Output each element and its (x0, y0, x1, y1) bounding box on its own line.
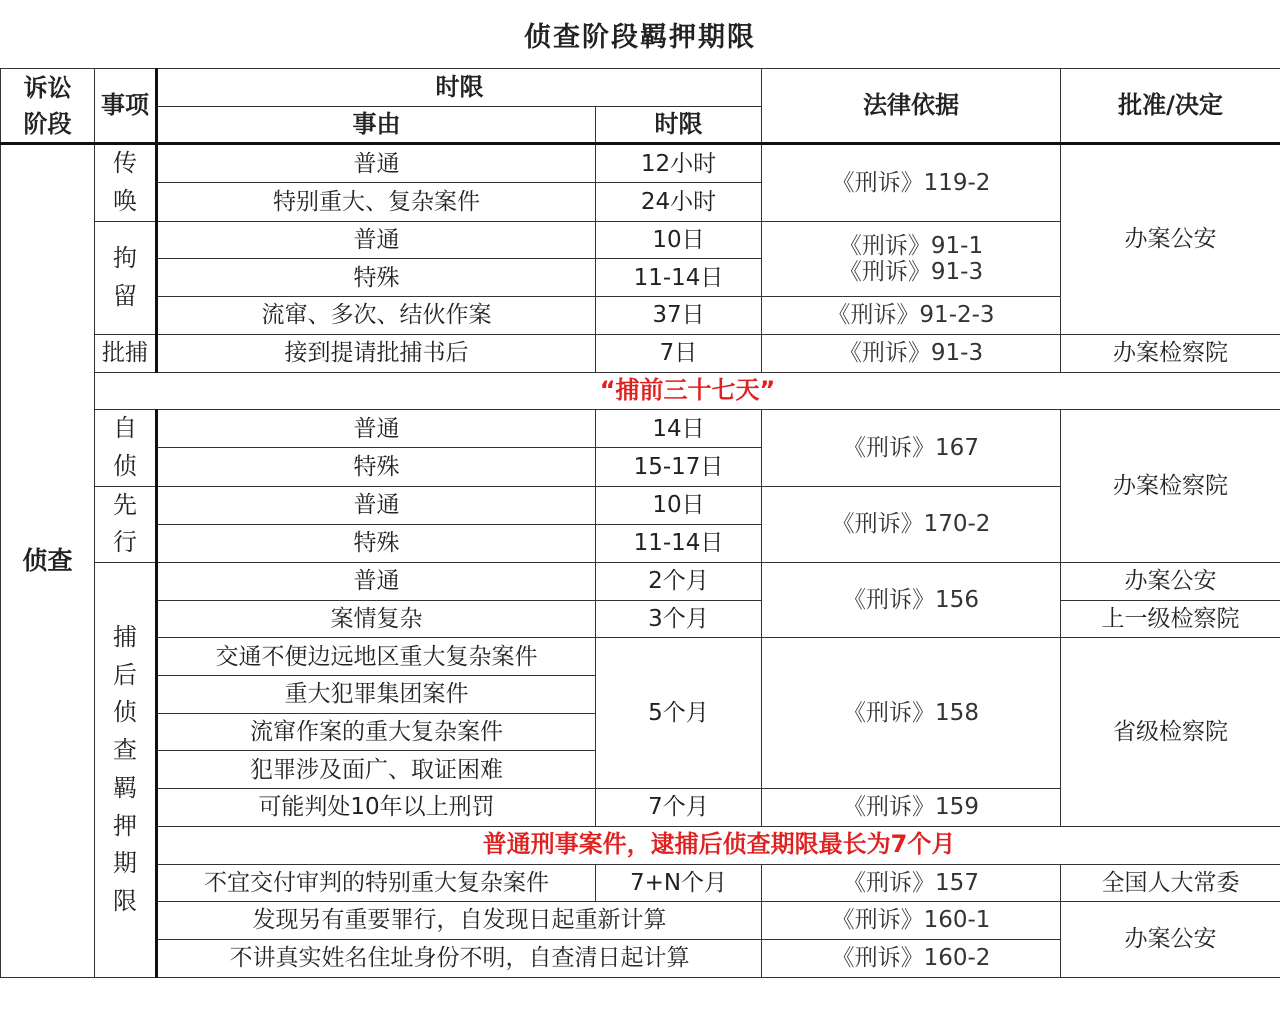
group-summon-c1: 传 (113, 149, 137, 178)
law-cell: 《刑诉》91-3 (762, 334, 1061, 372)
reason-cell: 不宜交付审判的特别重大复杂案件 (157, 864, 596, 902)
law-cell: 《刑诉》170-2 (762, 486, 1061, 562)
max-limit-note: 普通刑事案件，逮捕后侦查期限最长为7个月 (157, 826, 1280, 864)
reason-cell: 普通 (157, 410, 596, 448)
table-row (1, 563, 1280, 601)
reason-cell: 特殊 (157, 259, 596, 297)
reason-cell: 普通 (157, 221, 596, 259)
law-cell: 《刑诉》160-2 (762, 939, 1061, 977)
header-row-1 (1, 69, 1280, 107)
law-cell: 《刑诉》119-2 (762, 144, 1061, 221)
group-first-c2: 行 (113, 528, 137, 557)
group-detain (95, 221, 157, 334)
group-after-c6: 押 (113, 811, 137, 840)
reason-cell: 犯罪涉及面广、取证困难 (157, 751, 596, 789)
group-after-arrest (95, 563, 157, 978)
approver-cell: 办案公安 (1061, 902, 1280, 977)
reason-cell: 特殊 (157, 524, 596, 562)
header-approve: 批准/决定 (1061, 69, 1280, 144)
limit-cell: 14日 (596, 410, 762, 448)
reason-cell: 不讲真实姓名住址身份不明，自查清日起计算 (157, 939, 762, 977)
limit-cell: 12小时 (596, 144, 762, 183)
header-reason: 事由 (157, 106, 596, 144)
note-row (1, 826, 1280, 864)
table-row (1, 864, 1280, 902)
table-row (1, 410, 1280, 448)
reason-cell: 重大犯罪集团案件 (157, 676, 596, 714)
group-after-c1: 捕 (113, 623, 137, 651)
approver-cell: 省级检察院 (1061, 638, 1280, 826)
group-after-c7: 期 (113, 849, 137, 878)
reason-cell: 特别重大、复杂案件 (157, 183, 596, 222)
table-row (1, 902, 1280, 940)
reason-cell: 普通 (157, 563, 596, 601)
header-stage-l1: 诉讼 (23, 73, 72, 102)
group-self-invest (95, 410, 157, 486)
approver-cell: 办案公安 (1061, 563, 1280, 601)
header-stage (1, 69, 95, 144)
law-cell: 《刑诉》157 (762, 864, 1061, 902)
limit-cell: 3个月 (596, 600, 762, 638)
pre-arrest-note: “捕前三十七天” (95, 372, 1280, 410)
page-title: 侦查阶段羁押期限 (524, 21, 756, 53)
limit-cell: 37日 (596, 297, 762, 335)
reason-cell: 特殊 (157, 448, 596, 486)
table-row (1, 144, 1280, 183)
limit-cell: 15-17日 (596, 448, 762, 486)
law-cell (762, 221, 1061, 296)
group-detain-c1: 拘 (113, 244, 137, 273)
header-limit-group: 时限 (157, 69, 762, 107)
group-summon (95, 144, 157, 221)
limit-cell: 7个月 (596, 789, 762, 827)
law-cell: 《刑诉》91-2-3 (762, 297, 1061, 335)
reason-cell: 可能判处10年以上刑罚 (157, 789, 596, 827)
group-self-c2: 侦 (113, 451, 137, 480)
law-cell: 《刑诉》160-1 (762, 902, 1061, 940)
approver-cell: 办案检察院 (1061, 410, 1280, 563)
limit-cell: 5个月 (596, 638, 762, 789)
law-cell: 《刑诉》158 (762, 638, 1061, 789)
law-cell: 《刑诉》156 (762, 563, 1061, 638)
approver-cell: 办案检察院 (1061, 334, 1280, 372)
reason-cell: 流窜作案的重大复杂案件 (157, 713, 596, 751)
header-stage-l2: 阶段 (23, 109, 72, 138)
limit-cell: 11-14日 (596, 259, 762, 297)
approver-cell: 全国人大常委 (1061, 864, 1280, 902)
reason-cell: 普通 (157, 144, 596, 183)
limit-cell: 2个月 (596, 563, 762, 601)
limit-cell: 24小时 (596, 183, 762, 222)
table-row (1, 334, 1280, 372)
approver-cell: 办案公安 (1061, 144, 1280, 334)
limit-cell: 11-14日 (596, 524, 762, 562)
reason-cell: 普通 (157, 486, 596, 524)
group-after-c5: 羁 (113, 773, 137, 802)
group-arrest-approve: 批捕 (95, 334, 157, 372)
limit-cell: 7日 (596, 334, 762, 372)
approver-cell: 上一级检察院 (1061, 600, 1280, 638)
group-first-c1: 先 (113, 490, 137, 519)
limit-cell: 10日 (596, 486, 762, 524)
group-after-c4: 查 (113, 736, 137, 765)
stage-cell: 侦查 (1, 144, 95, 977)
reason-cell: 接到提请批捕书后 (157, 334, 596, 372)
limit-cell: 10日 (596, 221, 762, 259)
reason-cell: 发现另有重要罪行，自发现日起重新计算 (157, 902, 762, 940)
reason-cell: 案情复杂 (157, 600, 596, 638)
group-first (95, 486, 157, 562)
group-after-c2: 后 (113, 660, 137, 689)
reason-cell: 交通不便边远地区重大复杂案件 (157, 638, 596, 676)
law-cell: 《刑诉》159 (762, 789, 1061, 827)
group-summon-c2: 唤 (113, 187, 137, 216)
header-limit: 时限 (596, 106, 762, 144)
header-law: 法律依据 (762, 69, 1061, 144)
reason-cell: 流窜、多次、结伙作案 (157, 297, 596, 335)
law-line: 《刑诉》91-3 (838, 258, 984, 285)
law-line: 《刑诉》91-1 (838, 232, 984, 259)
law-cell: 《刑诉》167 (762, 410, 1061, 486)
group-self-c1: 自 (113, 414, 137, 443)
table-row (1, 638, 1280, 676)
detention-table (0, 68, 1280, 978)
note-row (1, 372, 1280, 410)
header-item: 事项 (95, 69, 157, 144)
group-after-c8: 限 (113, 886, 137, 915)
table-row (1, 600, 1280, 638)
group-detain-c2: 留 (113, 281, 137, 310)
group-after-c3: 侦 (113, 698, 137, 727)
limit-cell: 7+N个月 (596, 864, 762, 902)
